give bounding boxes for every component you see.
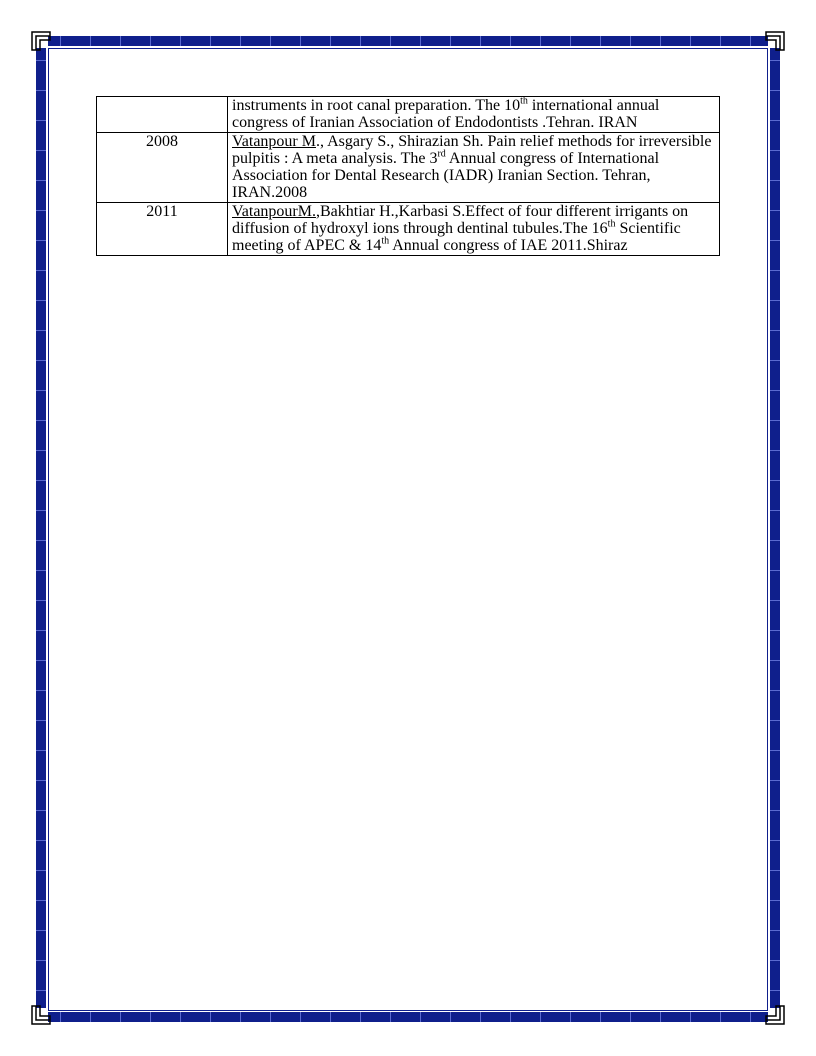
- border-tick: [330, 1012, 331, 1022]
- border-tick: [510, 36, 511, 46]
- border-tick: [36, 990, 46, 991]
- border-tick: [36, 960, 46, 961]
- author-name: VatanpourM.: [232, 203, 316, 220]
- border-tick: [36, 510, 46, 511]
- border-tick: [770, 630, 780, 631]
- border-top: [48, 36, 768, 46]
- reference-text: Annual congress of International Association for Dental Research (IADR) Iranian Section. Tehran, IRAN.2008: [232, 150, 660, 201]
- border-tick: [36, 660, 46, 661]
- corner-ornament-bottom-left: [30, 1004, 52, 1026]
- border-tick: [90, 36, 91, 46]
- border-tick: [510, 1012, 511, 1022]
- references-table: [96, 96, 720, 256]
- border-tick: [450, 36, 451, 46]
- border-tick: [36, 60, 46, 61]
- border-tick: [660, 36, 661, 46]
- border-tick: [36, 330, 46, 331]
- border-tick: [36, 690, 46, 691]
- border-tick: [690, 36, 691, 46]
- border-tick: [60, 36, 61, 46]
- reference-text: instruments in root canal preparation. The 10: [232, 97, 521, 114]
- border-tick: [480, 36, 481, 46]
- border-tick: [36, 870, 46, 871]
- border-tick: [36, 90, 46, 91]
- border-tick: [770, 870, 780, 871]
- border-tick: [770, 810, 780, 811]
- border-tick: [660, 1012, 661, 1022]
- border-tick: [36, 780, 46, 781]
- border-tick: [36, 120, 46, 121]
- border-tick: [770, 510, 780, 511]
- border-tick: [36, 570, 46, 571]
- border-tick: [720, 1012, 721, 1022]
- border-tick: [36, 210, 46, 211]
- border-tick: [450, 1012, 451, 1022]
- border-tick: [770, 420, 780, 421]
- year-cell: [97, 97, 228, 133]
- border-tick: [690, 1012, 691, 1022]
- border-tick: [770, 390, 780, 391]
- border-tick: [36, 420, 46, 421]
- border-tick: [36, 390, 46, 391]
- border-tick: [36, 240, 46, 241]
- reference-cell: [228, 133, 720, 203]
- border-tick: [770, 120, 780, 121]
- border-tick: [270, 1012, 271, 1022]
- border-tick: [90, 1012, 91, 1022]
- reference-text: ., Asgary S., Shirazian Sh. Pain relief methods for irreversible pulpitis : A meta analysis. The 3: [232, 133, 712, 167]
- border-tick: [600, 36, 601, 46]
- border-tick: [540, 36, 541, 46]
- border-tick: [36, 270, 46, 271]
- table-row: [97, 97, 720, 133]
- border-tick: [390, 36, 391, 46]
- border-bottom: [48, 1012, 768, 1022]
- superscript: th: [520, 95, 528, 107]
- year-cell: 2011: [97, 203, 228, 256]
- border-tick: [770, 540, 780, 541]
- superscript: th: [607, 218, 616, 230]
- border-tick: [150, 36, 151, 46]
- border-tick: [330, 36, 331, 46]
- year-cell: 2008: [97, 133, 228, 203]
- border-tick: [180, 36, 181, 46]
- border-tick: [770, 210, 780, 211]
- border-tick: [36, 300, 46, 301]
- border-tick: [36, 180, 46, 181]
- superscript: th: [381, 235, 390, 247]
- border-tick: [770, 450, 780, 451]
- border-tick: [420, 1012, 421, 1022]
- border-tick: [240, 1012, 241, 1022]
- border-tick: [480, 1012, 481, 1022]
- border-tick: [770, 180, 780, 181]
- border-tick: [36, 360, 46, 361]
- border-tick: [36, 480, 46, 481]
- border-left: [36, 48, 46, 1008]
- superscript: rd: [437, 148, 446, 160]
- border-top-inner: [48, 48, 768, 49]
- border-tick: [60, 1012, 61, 1022]
- border-tick: [770, 840, 780, 841]
- border-tick: [420, 36, 421, 46]
- border-tick: [180, 1012, 181, 1022]
- border-tick: [630, 1012, 631, 1022]
- reference-text: ,Bakhtiar H.,Karbasi S.Effect of four different irrigants on diffusion of hydroxyl ions through dentinal tubules.The 16: [232, 203, 689, 237]
- border-tick: [600, 1012, 601, 1022]
- reference-text: Annual congress of IAE 2011.Shiraz: [389, 237, 628, 254]
- border-tick: [750, 36, 751, 46]
- border-tick: [540, 1012, 541, 1022]
- border-tick: [36, 630, 46, 631]
- border-tick: [750, 1012, 751, 1022]
- corner-ornament-top-right: [764, 30, 786, 52]
- border-tick: [36, 900, 46, 901]
- border-tick: [770, 600, 780, 601]
- table-row: [97, 133, 720, 203]
- border-tick: [36, 810, 46, 811]
- border-tick: [770, 360, 780, 361]
- border-tick: [770, 90, 780, 91]
- border-tick: [770, 570, 780, 571]
- border-tick: [720, 36, 721, 46]
- border-tick: [770, 60, 780, 61]
- border-tick: [770, 750, 780, 751]
- border-tick: [770, 480, 780, 481]
- border-tick: [300, 36, 301, 46]
- reference-text: Scientific meeting of APEC & 14: [232, 220, 681, 254]
- reference-cell: [228, 203, 720, 256]
- border-tick: [770, 780, 780, 781]
- border-tick: [570, 36, 571, 46]
- border-tick: [36, 840, 46, 841]
- corner-ornament-top-left: [30, 30, 52, 52]
- border-tick: [360, 36, 361, 46]
- border-tick: [770, 960, 780, 961]
- reference-cell: [228, 97, 720, 133]
- border-tick: [770, 930, 780, 931]
- border-right: [770, 48, 780, 1008]
- border-tick: [120, 1012, 121, 1022]
- border-tick: [390, 1012, 391, 1022]
- table-row: [97, 203, 720, 256]
- border-tick: [150, 1012, 151, 1022]
- border-tick: [36, 540, 46, 541]
- border-tick: [770, 300, 780, 301]
- border-tick: [770, 270, 780, 271]
- author-name: Vatanpour M: [232, 133, 316, 150]
- border-tick: [770, 330, 780, 331]
- border-tick: [770, 900, 780, 901]
- border-tick: [270, 36, 271, 46]
- border-tick: [36, 720, 46, 721]
- border-tick: [36, 450, 46, 451]
- border-tick: [36, 600, 46, 601]
- border-tick: [570, 1012, 571, 1022]
- border-tick: [360, 1012, 361, 1022]
- border-tick: [770, 990, 780, 991]
- corner-ornament-bottom-right: [764, 1004, 786, 1026]
- border-tick: [770, 150, 780, 151]
- border-tick: [770, 690, 780, 691]
- border-tick: [210, 36, 211, 46]
- border-left-inner: [48, 48, 49, 1011]
- border-tick: [770, 660, 780, 661]
- border-tick: [630, 36, 631, 46]
- reference-text: international annual congress of Iranian Association of Endodontists .Tehran. IRAN: [232, 97, 660, 131]
- border-tick: [120, 36, 121, 46]
- border-tick: [36, 930, 46, 931]
- border-bottom-inner: [48, 1010, 768, 1011]
- border-tick: [36, 750, 46, 751]
- border-right-inner: [767, 48, 768, 1011]
- border-tick: [240, 36, 241, 46]
- border-tick: [770, 720, 780, 721]
- border-tick: [770, 240, 780, 241]
- border-tick: [210, 1012, 211, 1022]
- border-tick: [300, 1012, 301, 1022]
- border-tick: [36, 150, 46, 151]
